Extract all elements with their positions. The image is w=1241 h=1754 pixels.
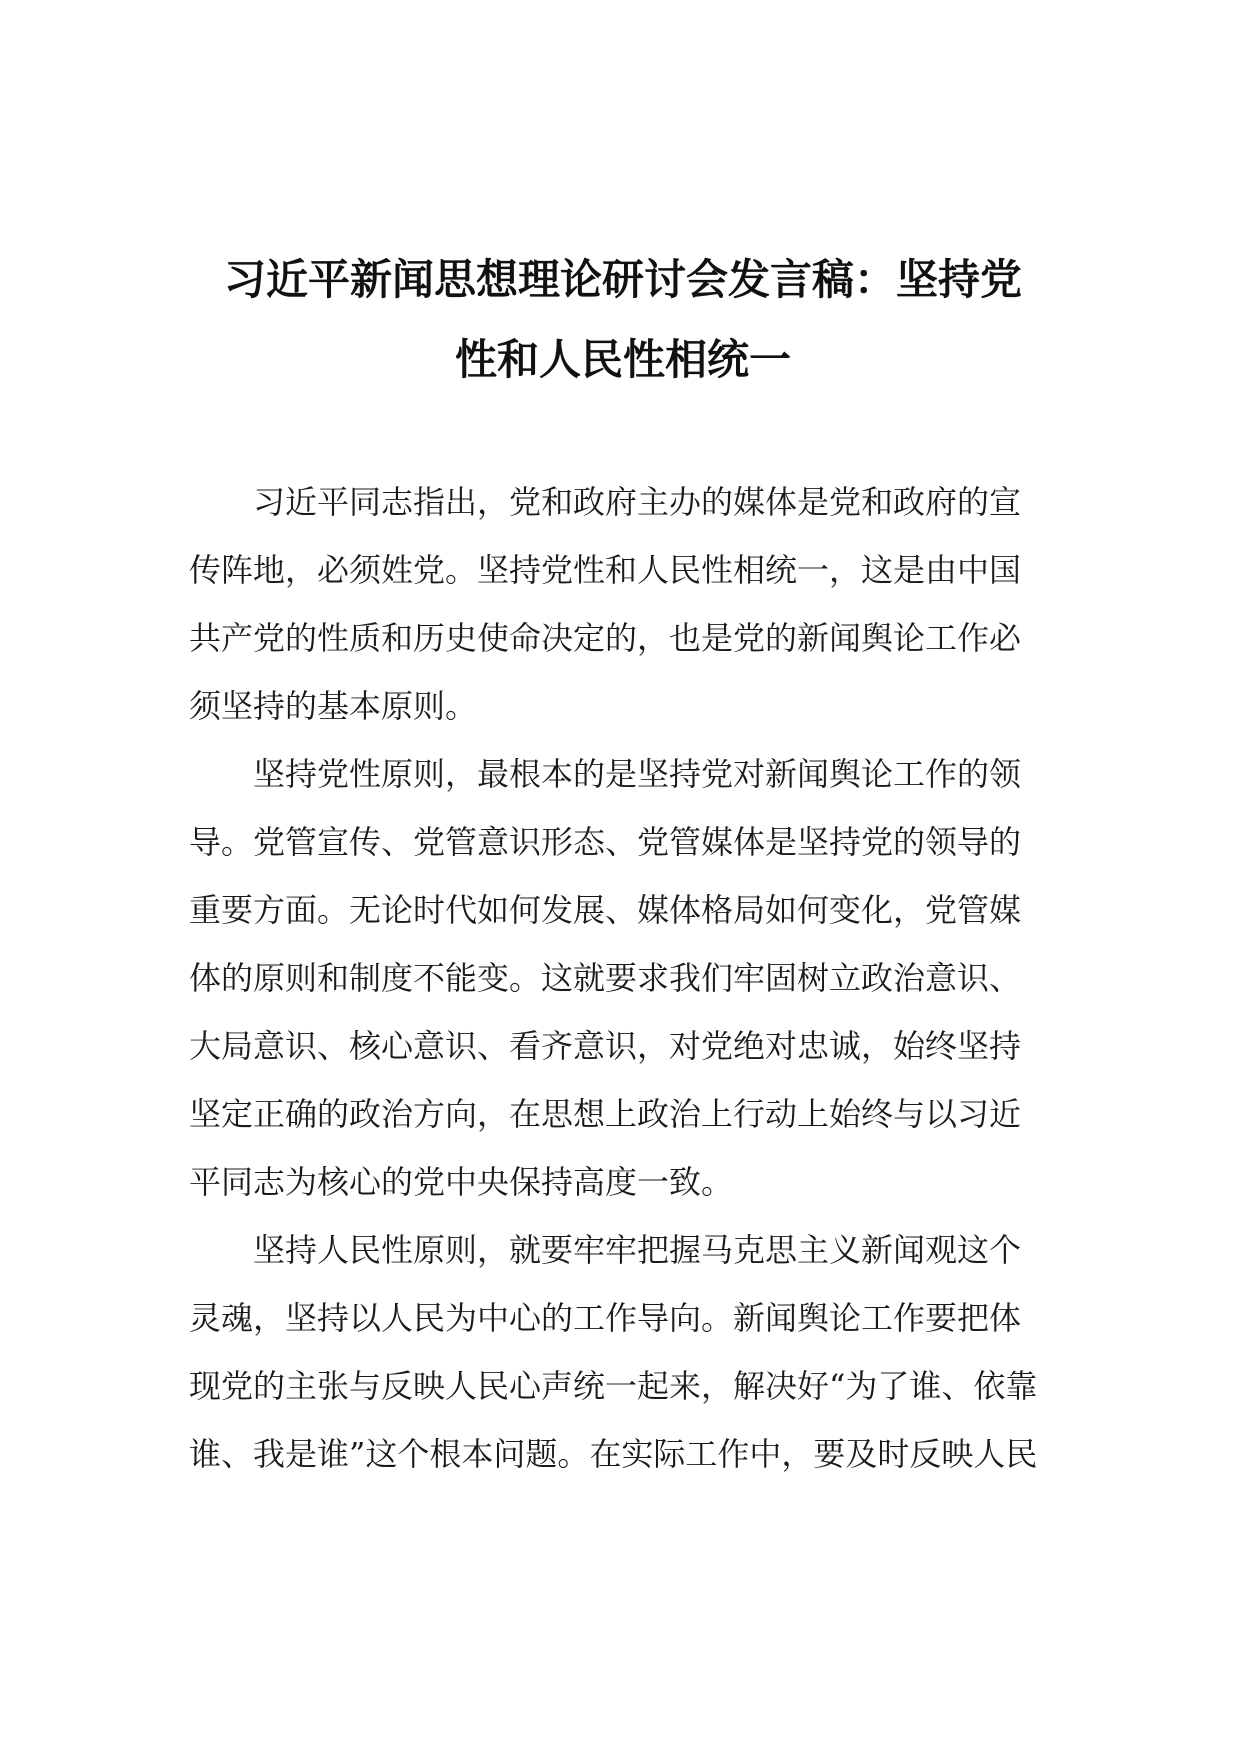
paragraph-line: 须坚持的基本原则。 — [189, 687, 478, 725]
paragraph-line: 共产党的性质和历史使命决定的，也是党的新闻舆论工作必 — [189, 619, 1022, 657]
paragraph-1 — [189, 468, 1065, 740]
paragraph-line: 习近平同志指出，党和政府主办的媒体是党和政府的宣 — [253, 483, 1022, 521]
paragraph-line: 现党的主张与反映人民心声统一起来，解决好“为了谁、依靠 — [189, 1367, 1038, 1405]
title-line-2: 性和人民性相统一 — [454, 335, 791, 384]
paragraph-line: 平同志为核心的党中央保持高度一致。 — [189, 1163, 734, 1201]
paragraph-line: 坚持党性原则，最根本的是坚持党对新闻舆论工作的领 — [253, 755, 1022, 793]
paragraph-line: 坚持人民性原则，就要牢牢把握马克思主义新闻观这个 — [253, 1231, 1022, 1269]
document-body — [189, 468, 1065, 1488]
paragraph-line: 谁、我是谁”这个根本问题。在实际工作中，要及时反映人民 — [189, 1435, 1038, 1473]
paragraph-line: 灵魂，坚持以人民为中心的工作导向。新闻舆论工作要把体 — [189, 1299, 1022, 1337]
paragraph-3 — [189, 1216, 1065, 1488]
paragraph-line: 传阵地，必须姓党。坚持党性和人民性相统一，这是由中国 — [189, 551, 1022, 589]
paragraph-line: 大局意识、核心意识、看齐意识，对党绝对忠诚，始终坚持 — [189, 1027, 1022, 1065]
paragraph-line: 体的原则和制度不能变。这就要求我们牢固树立政治意识、 — [189, 959, 1022, 997]
paragraph-line: 导。党管宣传、党管意识形态、党管媒体是坚持党的领导的 — [189, 823, 1022, 861]
paragraph-line: 坚定正确的政治方向，在思想上政治上行动上始终与以习近 — [189, 1095, 1022, 1133]
paragraph-line: 重要方面。无论时代如何发展、媒体格局如何变化，党管媒 — [189, 891, 1022, 929]
paragraph-2 — [189, 740, 1065, 1216]
document-title — [185, 240, 1061, 400]
title-line-1: 习近平新闻思想理论研讨会发言稿：坚持党 — [223, 255, 1022, 304]
